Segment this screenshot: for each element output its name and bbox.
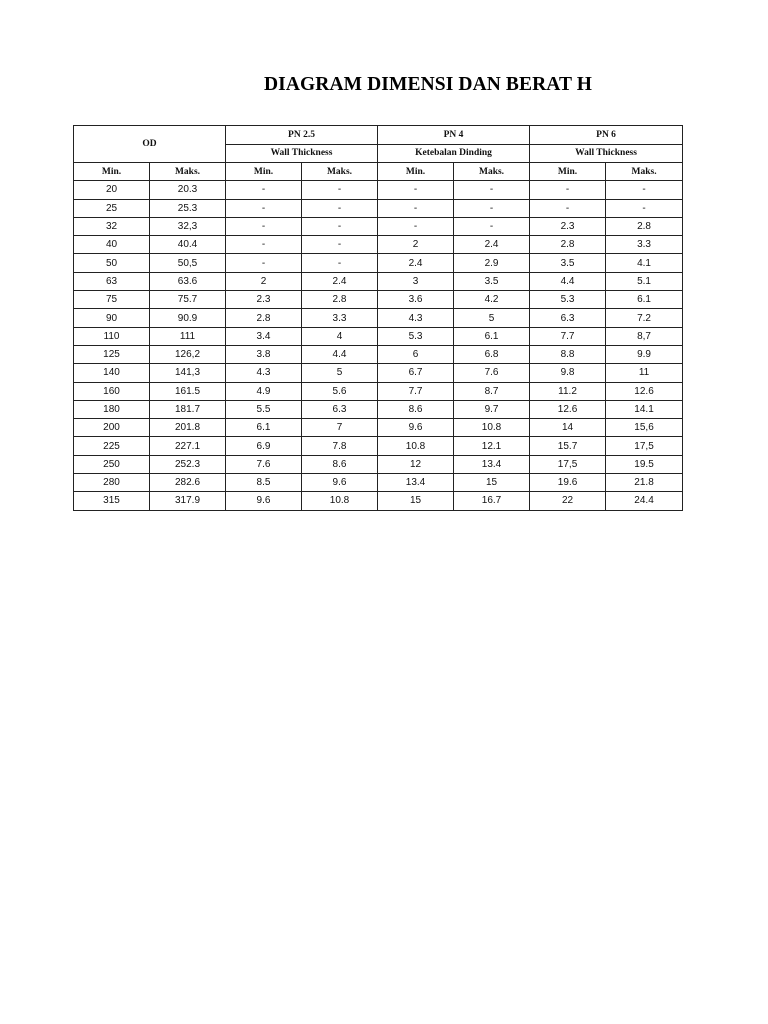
od-header: OD	[74, 126, 226, 163]
table-row	[74, 382, 683, 400]
table-cell: -	[530, 199, 606, 217]
table-cell: 3.8	[226, 345, 302, 363]
table-cell: 12	[378, 455, 454, 473]
table-cell: 252.3	[150, 455, 226, 473]
table-cell: -	[302, 236, 378, 254]
table-cell: 11	[606, 364, 683, 382]
table-cell: 6.3	[302, 400, 378, 418]
table-cell: 40	[74, 236, 150, 254]
table-cell: 2.8	[606, 217, 683, 235]
table-cell: 15,6	[606, 419, 683, 437]
table-row	[74, 291, 683, 309]
table-cell: 32	[74, 217, 150, 235]
table-cell: 6.9	[226, 437, 302, 455]
table-cell: 125	[74, 345, 150, 363]
table-cell: 13.4	[378, 474, 454, 492]
table-cell: 4.2	[454, 291, 530, 309]
table-row	[74, 364, 683, 382]
table-cell: 90	[74, 309, 150, 327]
table-cell: 9.9	[606, 345, 683, 363]
table-cell: -	[606, 199, 683, 217]
table-cell: 6.1	[454, 327, 530, 345]
table-cell: 180	[74, 400, 150, 418]
table-cell: 6	[378, 345, 454, 363]
table-cell: 14	[530, 419, 606, 437]
table-cell: 181.7	[150, 400, 226, 418]
table-cell: 15	[378, 492, 454, 510]
table-cell: 6.7	[378, 364, 454, 382]
table-cell: 141,3	[150, 364, 226, 382]
table-cell: 317.9	[150, 492, 226, 510]
table-cell: 8,7	[606, 327, 683, 345]
table-row	[74, 236, 683, 254]
column-header: Min.	[530, 163, 606, 181]
pn4-sublabel: Ketebalan Dinding	[378, 144, 530, 163]
table-cell: 5.5	[226, 400, 302, 418]
table-cell: 9.6	[378, 419, 454, 437]
table-cell: 5.6	[302, 382, 378, 400]
table-cell: 12.6	[530, 400, 606, 418]
pn6-sublabel: Wall Thickness	[530, 144, 683, 163]
table-cell: 17,5	[530, 455, 606, 473]
table-cell: 227.1	[150, 437, 226, 455]
table-cell: 10.8	[302, 492, 378, 510]
table-cell: 4.1	[606, 254, 683, 272]
table-cell: 2.4	[302, 272, 378, 290]
table-row	[74, 345, 683, 363]
table-cell: 7.6	[454, 364, 530, 382]
table-cell: 12.1	[454, 437, 530, 455]
table-cell: 3.5	[530, 254, 606, 272]
table-cell: -	[226, 254, 302, 272]
table-cell: 8.6	[302, 455, 378, 473]
table-row	[74, 455, 683, 473]
table-cell: 4.4	[302, 345, 378, 363]
header-row-groups	[74, 126, 683, 145]
table-cell: 40.4	[150, 236, 226, 254]
table-cell: 2.4	[454, 236, 530, 254]
column-header: Min.	[378, 163, 454, 181]
table-cell: -	[226, 181, 302, 199]
table-cell: 160	[74, 382, 150, 400]
table-row	[74, 492, 683, 510]
table-cell: -	[302, 199, 378, 217]
table-cell: 140	[74, 364, 150, 382]
table-row	[74, 327, 683, 345]
table-cell: 8.5	[226, 474, 302, 492]
table-cell: 6.3	[530, 309, 606, 327]
table-cell: 3.6	[378, 291, 454, 309]
table-cell: 5.1	[606, 272, 683, 290]
table-row	[74, 181, 683, 199]
table-cell: -	[226, 236, 302, 254]
header-row-columns	[74, 163, 683, 181]
table-cell: 75.7	[150, 291, 226, 309]
dimension-table	[73, 125, 683, 511]
table-cell: 4.9	[226, 382, 302, 400]
table-cell: -	[530, 181, 606, 199]
table-cell: 9.6	[302, 474, 378, 492]
table-cell: 161.5	[150, 382, 226, 400]
table-cell: 8.6	[378, 400, 454, 418]
table-cell: 24.4	[606, 492, 683, 510]
table-cell: 16.7	[454, 492, 530, 510]
table-cell: 2	[226, 272, 302, 290]
table-cell: 13.4	[454, 455, 530, 473]
table-cell: 5	[302, 364, 378, 382]
column-header: Min.	[74, 163, 150, 181]
table-cell: 4.3	[378, 309, 454, 327]
table-row	[74, 419, 683, 437]
table-cell: 20.3	[150, 181, 226, 199]
table-cell: 12.6	[606, 382, 683, 400]
table-cell: 6.1	[226, 419, 302, 437]
table-cell: 2.8	[302, 291, 378, 309]
table-cell: 5.3	[378, 327, 454, 345]
table-row	[74, 309, 683, 327]
table-cell: 7.7	[378, 382, 454, 400]
table-cell: 2.4	[378, 254, 454, 272]
table-cell: 250	[74, 455, 150, 473]
table-row	[74, 217, 683, 235]
table-cell: 10.8	[454, 419, 530, 437]
table-cell: 201.8	[150, 419, 226, 437]
table-cell: 111	[150, 327, 226, 345]
column-header: Min.	[226, 163, 302, 181]
table-cell: 3.4	[226, 327, 302, 345]
table-cell: 8.8	[530, 345, 606, 363]
page-title: DIAGRAM DIMENSI DAN BERAT H	[263, 74, 593, 95]
table-cell: -	[378, 181, 454, 199]
table-cell: 5	[454, 309, 530, 327]
table-cell: 3.5	[454, 272, 530, 290]
table-cell: 11.2	[530, 382, 606, 400]
table-cell: 15	[454, 474, 530, 492]
table-cell: 2.3	[530, 217, 606, 235]
table-cell: -	[378, 217, 454, 235]
column-header: Maks.	[454, 163, 530, 181]
table-cell: 25	[74, 199, 150, 217]
table-cell: 63	[74, 272, 150, 290]
table-cell: 50	[74, 254, 150, 272]
table-cell: 7.2	[606, 309, 683, 327]
table-cell: 4	[302, 327, 378, 345]
table-cell: 3	[378, 272, 454, 290]
column-header: Maks.	[606, 163, 683, 181]
table-cell: -	[302, 217, 378, 235]
table-cell: -	[302, 181, 378, 199]
table-cell: 3.3	[302, 309, 378, 327]
table-cell: 2.8	[226, 309, 302, 327]
table-cell: 8.7	[454, 382, 530, 400]
table-cell: -	[606, 181, 683, 199]
table-cell: -	[226, 199, 302, 217]
table-cell: -	[378, 199, 454, 217]
table-cell: 110	[74, 327, 150, 345]
table-cell: -	[454, 181, 530, 199]
table-cell: 17,5	[606, 437, 683, 455]
table-cell: 200	[74, 419, 150, 437]
table-cell: 2.3	[226, 291, 302, 309]
table-cell: 7.8	[302, 437, 378, 455]
table-cell: 25.3	[150, 199, 226, 217]
table-cell: 4.3	[226, 364, 302, 382]
pn4-header: PN 4	[378, 126, 530, 145]
table-cell: -	[302, 254, 378, 272]
table-cell: -	[226, 217, 302, 235]
table-cell: 7.7	[530, 327, 606, 345]
table-cell: 3.3	[606, 236, 683, 254]
pn25-header: PN 2.5	[226, 126, 378, 145]
table-cell: -	[454, 199, 530, 217]
table-cell: 50,5	[150, 254, 226, 272]
table-row	[74, 272, 683, 290]
table-cell: 6.8	[454, 345, 530, 363]
table-cell: 9.7	[454, 400, 530, 418]
table-cell: 9.6	[226, 492, 302, 510]
table-cell: 20	[74, 181, 150, 199]
table-cell: 63.6	[150, 272, 226, 290]
table-cell: 282.6	[150, 474, 226, 492]
table-cell: 225	[74, 437, 150, 455]
table-cell: 280	[74, 474, 150, 492]
table-cell: 21.8	[606, 474, 683, 492]
table-cell: 9.8	[530, 364, 606, 382]
table-cell: 315	[74, 492, 150, 510]
table-cell: 4.4	[530, 272, 606, 290]
table-cell: 10.8	[378, 437, 454, 455]
table-cell: 2.9	[454, 254, 530, 272]
table-cell: 7	[302, 419, 378, 437]
column-header: Maks.	[150, 163, 226, 181]
pn25-sublabel: Wall Thickness	[226, 144, 378, 163]
table-cell: 2	[378, 236, 454, 254]
table-body	[74, 126, 683, 511]
table-cell: 126,2	[150, 345, 226, 363]
table-cell: 90.9	[150, 309, 226, 327]
table-cell: 14.1	[606, 400, 683, 418]
table-cell: 32,3	[150, 217, 226, 235]
table-row	[74, 437, 683, 455]
table-row	[74, 199, 683, 217]
table-cell: 75	[74, 291, 150, 309]
table-cell: 5.3	[530, 291, 606, 309]
table-row	[74, 254, 683, 272]
table-cell: 7.6	[226, 455, 302, 473]
table-cell: 22	[530, 492, 606, 510]
table-row	[74, 474, 683, 492]
table-cell: 19.6	[530, 474, 606, 492]
table-cell: 15.7	[530, 437, 606, 455]
table-cell: 6.1	[606, 291, 683, 309]
pn6-header: PN 6	[530, 126, 683, 145]
table-row	[74, 400, 683, 418]
column-header: Maks.	[302, 163, 378, 181]
table-cell: -	[454, 217, 530, 235]
table-cell: 19.5	[606, 455, 683, 473]
table-cell: 2.8	[530, 236, 606, 254]
